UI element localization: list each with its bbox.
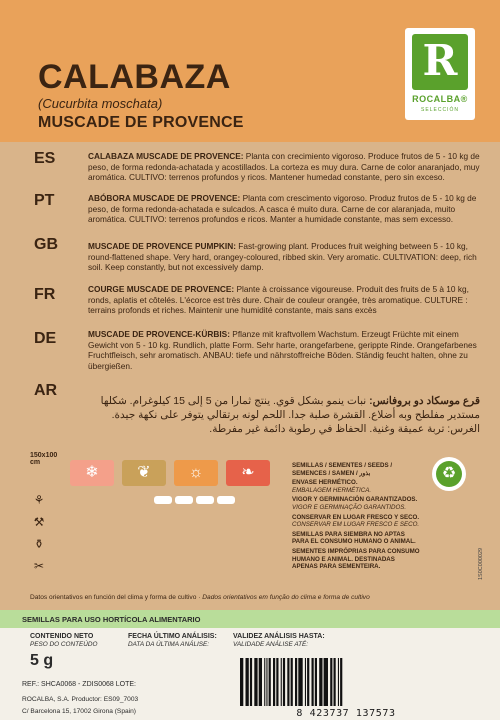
lang-code-pt: PT [34,192,55,209]
logo-square [412,34,468,90]
product-title: CALABAZA [38,58,231,96]
producer-line: ROCALBA, S.A. Productor: ES09_7003 [22,696,139,703]
sowing-icon: ⚘ [33,493,45,507]
barcode-bar [330,658,332,706]
barcode-bar [334,658,336,706]
calendar-cell [196,496,214,504]
barcode-bar [264,658,265,706]
recycle-icon [432,457,466,491]
barcode-bar [340,658,342,706]
barcode-bar [240,658,243,706]
use-label: SEMILLAS PARA USO HORTÍCOLA ALIMENTARIO [22,615,201,624]
barcode-bar [246,658,249,706]
frost-icon: ❄ [70,460,114,486]
barcode-bar [307,658,309,706]
legend-item: SEMILLAS PARA SIEMBRA NO APTAS PARA EL CONSUMO HUMANO O ANIMAL. [292,530,416,546]
barcode-bar [266,658,267,706]
pot-icon: ⚱ [33,537,45,551]
barcode-bar [269,658,271,706]
legend-item: VIGOR Y GERMINACIÓN GARANTIZADOS. VIGOR E GERMINAÇÃO GARANTIDOS. [292,496,418,511]
green-dot-icon: ♻ [436,461,462,487]
validity-sub: VALIDADE ANÁLISE ATÉ: [233,641,309,648]
barcode [238,658,454,712]
logo-tagline: SELECCIÓN [421,107,459,113]
orientation-note: Datos orientativos en función del clima y forma de cultivo · Dados orientativos em função do clima e forma de cultivo [30,594,370,601]
sun-icon: ☼ [174,460,218,486]
barcode-bar [259,658,262,706]
lang-code-ar: AR [34,382,58,399]
logo-name: ROCALBA® [412,94,468,104]
lang-code-es: ES [34,150,56,167]
barcode-bar [338,658,339,706]
barcode-bar [276,658,278,706]
barcode-bar [281,658,282,706]
barcode-bar [250,658,252,706]
transplant-icon: ⚒ [33,515,45,529]
barcode-bar [298,658,302,706]
leaf-icon: ❧ [226,460,270,486]
variety-name: MUSCADE DE PROVENCE [38,114,244,131]
lang-code-fr: FR [34,286,56,303]
barcode-bar [315,658,317,706]
barcode-bar [283,658,285,706]
info-panel [0,610,500,720]
description-ar: قرع موسكاد دو بروفانس: نبات ينمو بشكل قوي. ينتج ثمارا من 5 إلى 15 كيلوغرام. شكلها مستدير مفلطح وبه أضلاع. القشرة صلبة جدا. اللحم لونه برتقالي يتوفر على نكهة جيدة. الغرس: تربة عميقة وغنية. الحفاظ في رطوبة دائمة غير مفرطة. [100,395,480,435]
side-code: 1S0C000029 [478,547,484,580]
cultivation-calendar [30,452,286,586]
barcode-number: 8 423737 137573 [296,708,396,719]
spacing-label: 150x100 cm [30,452,58,466]
legend-item: CONSERVAR EN LUGAR FRESCO Y SECO. CONSERVAR EM LUGAR FRESCO E SECO. [292,513,420,529]
brand-logo [405,28,475,120]
calendar-cell [217,496,235,504]
description-de: MUSCADE DE PROVENCE-KÜRBIS: Pflanze mit kraftvollem Wachstum. Erzeugt Früchte mit einem Gewicht von 5 - 10 kg. Rundlich, platte Form. Sehr harte, orangefarbene, gerippte Rinde. Orangefarbenes Fruchtfleisch, sehr aromatisch. ANBAU: tiefe und nährstoffreiche Böden. Ständig feucht halten, ohne zu übergießen. [88,329,477,371]
address-line: C/ Barcelona 15, 17002 Girona (Spain) [22,708,136,715]
net-content-sub: PESO DO CONTEÚDO [30,641,98,648]
legend-item: ENVASE HERMÉTICO. EMBALAGEM HERMÉTICA. [292,479,372,494]
calendar-cell [154,496,172,504]
calendar-cell [175,496,193,504]
net-content-label: CONTENIDO NETO [30,633,94,640]
barcode-bar [324,658,328,706]
seed-legend [292,462,422,571]
lang-code-de: DE [34,330,57,347]
barcode-bar [305,658,306,706]
harvest-icon: ✂ [33,559,45,573]
description-fr: COURGE MUSCADE DE PROVENCE: Plante à croissance vigoureuse. Produit des fruits de 5 à 10 kg, ronds, aplatis et côtelés. L'écorce est très dure. Chair de couleur orangée, très aromatique. CULTURE : terrains profonds et riches. Maintenir une humidité constante, mais sans excès [88,284,469,315]
barcode-bar [254,658,257,706]
validity-label: VALIDEZ ANÁLISIS HASTA: [233,633,325,640]
analysis-date-sub: DATA DA ÚLTIMA ANÁLISE: [128,641,210,648]
description-gb: MUSCADE DE PROVENCE PUMPKIN: Fast-growing plant. Produces fruit weighing between 5 - 10 kg, round-flattened shape. Very hard, orangey-coloured, ribbed skin. Very aromatic. CULTIVATION: deep, rich soil. Keep constantly, but not excessively damp. [88,241,477,272]
legend-head: SEMILLAS / SEMENTES / SEEDS / SEMENCES / SAMEN / بذور [292,462,393,477]
lang-code-gb: GB [34,236,58,253]
reference-code: REF.: SHCA0068 - ZDIS0068 LOTE: [22,681,136,688]
description-pt: ABÓBORA MUSCADE DE PROVENCE: Planta com crescimento vigoroso. Produz frutos de 5 - 10 kg de peso, de forma redonda-achatada e sulcados. A casca é muito dura. Carne de cor alaranjada, muito aromática. CULTIVO: terrenos profundos e ricos. Manter a humidade constante, mas sem excesso. [88,193,477,224]
net-weight: 5 g [30,652,54,669]
barcode-bar [312,658,314,706]
barcode-bar [287,658,289,706]
analysis-date-label: FECHA ÚLTIMO ANÁLISIS: [128,633,217,640]
barcode-bar [319,658,322,706]
logo-letter: R [422,36,458,85]
description-es: CALABAZA MUSCADE DE PROVENCE: Planta con crecimiento vigoroso. Produce frutos de 5 - 10 kg de peso, de forma redonda-achatada y acostillados. La corteza es muy dura. Carne de color anaranjado, muy aromática. CULTIVO: terrenos profundos y ricos. Mantener humedad constante, pero sin exceso. [88,151,480,182]
barcode-bar [273,658,275,706]
barcode-bar [295,658,297,706]
legend-item: SEMENTES IMPRÓPRIAS PARA CONSUMO HUMANO E ANIMAL. DESTINADAS APENAS PARA SEMENTEIRA. [292,547,420,571]
seed-icon: ❦ [122,460,166,486]
barcode-bar [291,658,293,706]
latin-name: (Cucurbita moschata) [38,96,163,111]
